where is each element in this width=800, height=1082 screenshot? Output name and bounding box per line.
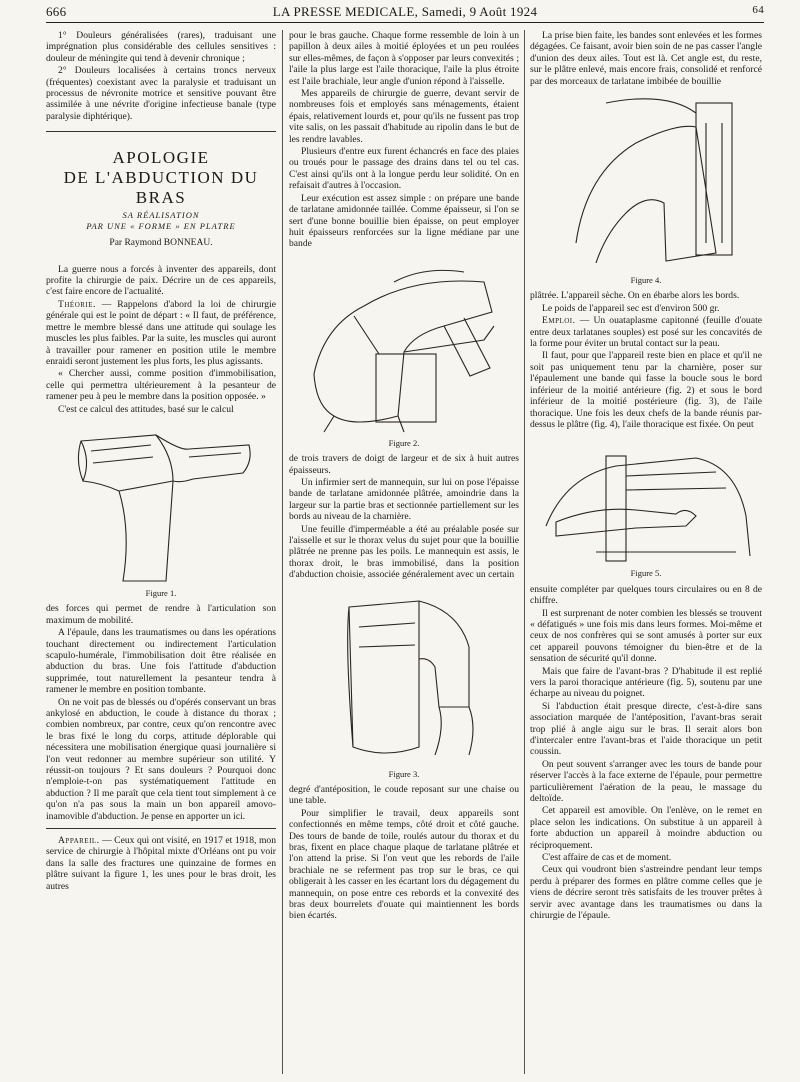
paragraph: Le poids de l'appareil sec est d'environ 500 gr. — [542, 302, 720, 314]
paragraph: Leur exécution est assez simple : on prépare une bande de tarlatane amidonnée taillée. Comme épaisseur, si l'on se sert d'une bonne bouillie bien épaisse, on peut employer huit épaisseurs renforcées sur la ligne médiane par une bande — [289, 192, 519, 250]
column-2 — [289, 30, 519, 923]
figure-1-caption: Figure 1. — [145, 587, 177, 598]
paragraph: On ne voit pas de blessés ou d'opérés conservant un bras ankylosé en abduction, le coude à distance du thorax ; combien nombreux, par contre, ceux qu'on rencontre avec le bras fixé le long du corps, attitude déplorable qui nécessitera une mobilisation énergique quasi journalière si l'on veut redonner au membre supérieur son utilité. Y réussit-on toujours ? Et sans douleurs ? Pourquoi donc n'emploie-t-on pas systématiquement l'attitude en abduction ? Il me paraît que cela tient tout simplement à ce qu'on n'a pas sous la main un bon appareil amovo-inamovible d'abduction. Je pense en apporter un ici. — [46, 696, 276, 822]
column-divider — [282, 30, 283, 1074]
paragraph: pour le bras gauche. Chaque forme ressemble de loin à un papillon à deux ailes à moitié éployées et un peu roulées sur elles-mêmes, de façon à s'opposer par leurs convexités ; l'aile la plus large est l'aile thoracique, l'aile la plus étroite est l'aile brachiale, leur angle d'union répond à l'aisselle. — [289, 30, 519, 87]
paragraph: Ceux qui voudront bien s'astreindre pendant leur temps perdu à préparer des formes en plâtre comme celles que je viens de décrire seront très satisfaits de les trouver prêtes à servir avec avantage dans les traumatismes ou dans la chirurgie de l'épaule. — [530, 864, 762, 922]
article-separator — [46, 131, 276, 132]
paragraph: Mes appareils de chirurgie de guerre, devant servir de nombreuses fois et employés sans ménagements, étaient épais, relativement lourds et, pour qu'ils ne fussent pas trop vite salis, on les passait d'habitude au ripolin dans le but de les rendre lavables. — [289, 88, 519, 145]
figure-1 — [46, 421, 276, 599]
column-divider — [524, 30, 525, 1074]
figure-3-illustration — [319, 587, 489, 767]
paragraph: plâtrée. L'appareil sèche. On en ébarbe alors les bords. — [530, 290, 740, 302]
paragraph: Il faut, pour que l'appareil reste bien en place et qu'il ne soit pas uniquement tenu par la charnière, poser sur l'épaulement une bande qui fasse la boucle sous le bord inférieur de la moitié antérieure (fig. 2) et sous le bord inférieur de la moitié postérieure (fig. 3), de l'aile thoracique. Une fois les deux chefs de la bande réunis par-dessus le plâtre (fig. 4), l'aile thoracique est fixée. On peut — [530, 350, 762, 430]
figure-4 — [530, 93, 762, 286]
paragraph: Il est surprenant de noter combien les blessés se trouvent « défatigués » une fois mis dans leurs formes. Moi-même et ceux de nos confrères qui se sont amusés à porter sur eux cet appareil pouvons témoigner du bien-être et de la sensation de sécurité qu'il donne. — [530, 607, 762, 665]
issue-mark: 64 — [752, 4, 764, 16]
figure-2-illustration — [294, 256, 514, 436]
paragraph: C'est ce calcul des attitudes, basé sur le calcul — [58, 403, 234, 415]
article-subtitle — [46, 210, 276, 232]
article-title — [46, 148, 276, 208]
paragraph: Mais que faire de l'avant-bras ? D'habitude il est replié vers la paroi thoracique antérieure (fig. 5), soutenu par une écharpe au niveau du poignet. — [530, 665, 762, 700]
column-3 — [530, 30, 762, 923]
section-separator — [46, 828, 276, 829]
figure-2-caption: Figure 2. — [388, 437, 420, 448]
paragraph: Plusieurs d'entre eux furent échancrés en face des plaies ou troués pour le passage des drains dans tel ou tel cas. C'est ainsi qu'ils ont à la longue perdu leur solidité. On en refaisait d'autres à l'occasion. — [289, 146, 519, 192]
paragraph: degré d'antéposition, le coude reposant sur une chaise ou une table. — [289, 784, 519, 807]
subtitle-line1: SA RÉALISATION — [122, 210, 200, 221]
paragraph: Si l'abduction était presque directe, c'est-à-dire sans association marquée de l'antéposition, l'avant-bras serait trop plié à angle aigu sur le bras. Il serait alors bon d'intercaler entre l'avant-bras et l'aide thoracique un petit coussin. — [530, 700, 762, 758]
article-title-line1: APOLOGIE — [112, 148, 210, 168]
subtitle-line2: PAR UNE « FORME » EN PLATRE — [86, 221, 236, 232]
figure-5 — [530, 436, 762, 579]
column-1 — [46, 30, 276, 893]
paragraph: 2° Douleurs localisées à certains troncs nerveux (fréquentes) coexistant avec la paralysie et traduisant un processus de névronite motrice et sensitive pouvant être assimilée à une névrite d'origine infectieuse banale (type paralysie diphtérique). — [46, 65, 276, 122]
figure-5-caption: Figure 5. — [630, 568, 662, 579]
paragraph: Un infirmier sert de mannequin, sur lui on pose l'épaisse bande de tarlatane amidonnée plâtrée, amoindrie dans la largeur sur la partie bras et sectionnée partiellement sur les bords au niveau de la charnière. — [289, 476, 519, 523]
paragraph: Pour simplifier le travail, deux appareils sont confectionnés en même temps, côté droit et côté gauche. Des tours de bande de toile, roulés autour du thorax et du bras, fixent en place chaque plaque de tarlatane plâtrée et l'on attend la prise. Si l'on veut que les rebords de l'aile brachiale ne se referment pas trop sur le bras, ce qui obligerait à les casser en les écartant lors du dégagement du mannequin, on pose entre ces rebords et la convexité des bras deux bourrelets d'ouate qui maintiennent les bords bien écartés. — [289, 807, 519, 922]
paragraph-text: — Un ouataplasme capitonné (feuille d'ouate entre deux tarlatanes souples) est posé sur les concavités de la forme pour éviter un brutal contact sur la peau. — [530, 315, 762, 350]
paragraph: « Chercher aussi, comme position d'immobilisation, celle qui permettra ultérieurement à la pesanteur de ramener peu à peu le membre dans la position opposée. » — [46, 368, 276, 403]
paragraph-text: — Rappelons d'abord la loi de chirurgie générale qui est le point de départ : « Il faut, de préférence, mettre le membre blessé dans une attitude qui soulage les muscles les plus faibles. Par la suite, les muscles qui auront à travailler pour ramener en position utile le membre enraidi seront justement les plus forts, les plus agissants. — [46, 298, 276, 367]
paragraph — [46, 299, 276, 367]
paragraph: de trois travers de doigt de largeur et de six à huit autres épaisseurs. — [289, 453, 519, 476]
paragraph: La guerre nous a forcés à inventer des appareils, dont profite la chirurgie de paix. Décrire un de ces appareils, c'est faire encore de l'actualité. — [46, 263, 276, 298]
paragraph: Une feuille d'imperméable a été au préalable posée sur l'aisselle et sur le thorax velus du sujet pour que la bouillie plâtrée ne prenne pas les poils. Le mannequin est assis, le thorax droit, le bras immobilisé, dans la position d'abduction choisie, associée généralement avec un certain — [289, 523, 519, 581]
page-number: 666 — [46, 4, 67, 19]
paragraph — [46, 835, 276, 892]
page-header — [46, 4, 764, 22]
figure-4-illustration — [546, 93, 746, 273]
figure-2 — [289, 256, 519, 449]
paragraph — [530, 315, 762, 349]
paragraph: ensuite compléter par quelques tours circulaires ou en 8 de chiffre. — [530, 583, 762, 607]
paragraph: 1° Douleurs généralisées (rares), traduisant une imprégnation plus considérable des cellules sensitives : douleur de méningite qui tend à devenir chronique ; — [46, 30, 276, 64]
section-label: Emploi. — [542, 315, 576, 327]
figure-3-caption: Figure 3. — [388, 768, 420, 779]
journal-header-title: LA PRESSE MEDICALE, Samedi, 9 Août 1924 — [272, 4, 538, 19]
paragraph-text: — Ceux qui ont visité, en 1917 et 1918, mon service de chirurgie à l'hôpital mixte d'Orléans ont pu voir dans la salle des fractures une quinzaine de formes en plâtre suivant la figure 1, les unes pour le bras droit, les autres — [46, 835, 276, 892]
paragraph: La prise bien faite, les bandes sont enlevées et les formes dégagées. Ce faisant, avoir bien soin de ne pas casser l'angle d'union des deux ailes. Tout est là. Cet angle est, du reste, sur le plâtre enlevé, mais encore frais, consolidé et renforcé par des morceaux de tarlatane imbibée de bouillie — [530, 30, 762, 87]
figure-1-illustration — [61, 421, 261, 586]
section-label: Appareil. — [58, 835, 100, 847]
paragraph: A l'épaule, dans les traumatismes ou dans les opérations touchant directement ou indirectement l'articulation scapulo-humérale, l'immobilisation doit être réalisée en abduction du bras. Une fois l'attitude d'abduction supprimée, tout naturellement la pesanteur tendra à ramener le membre en position tombante. — [46, 627, 276, 696]
paragraph: Cet appareil est amovible. On l'enlève, on le remet en place selon les indications. On substitue à un appareil à forte abduction un appareil à moindre abduction ou réciproquement. — [530, 805, 762, 851]
section-label: Théorie. — [58, 298, 96, 310]
figure-5-illustration — [536, 436, 756, 566]
paragraph: C'est affaire de cas et de moment. — [542, 852, 672, 864]
figure-3 — [289, 587, 519, 780]
article-author: Par Raymond BONNEAU. — [109, 238, 213, 249]
figure-4-caption: Figure 4. — [630, 275, 662, 286]
header-rule — [46, 22, 764, 23]
article-title-line2: DE L'ABDUCTION DU BRAS — [63, 168, 259, 208]
paragraph: des forces qui permet de rendre à l'articulation son maximum de mobilité. — [46, 603, 276, 626]
paragraph: On peut souvent s'arranger avec les tours de bande pour réserver l'accès à la face externe de l'épaule, pour permettre particulièrement l'aération de la peau, le massage du deltoïde. — [530, 758, 762, 805]
